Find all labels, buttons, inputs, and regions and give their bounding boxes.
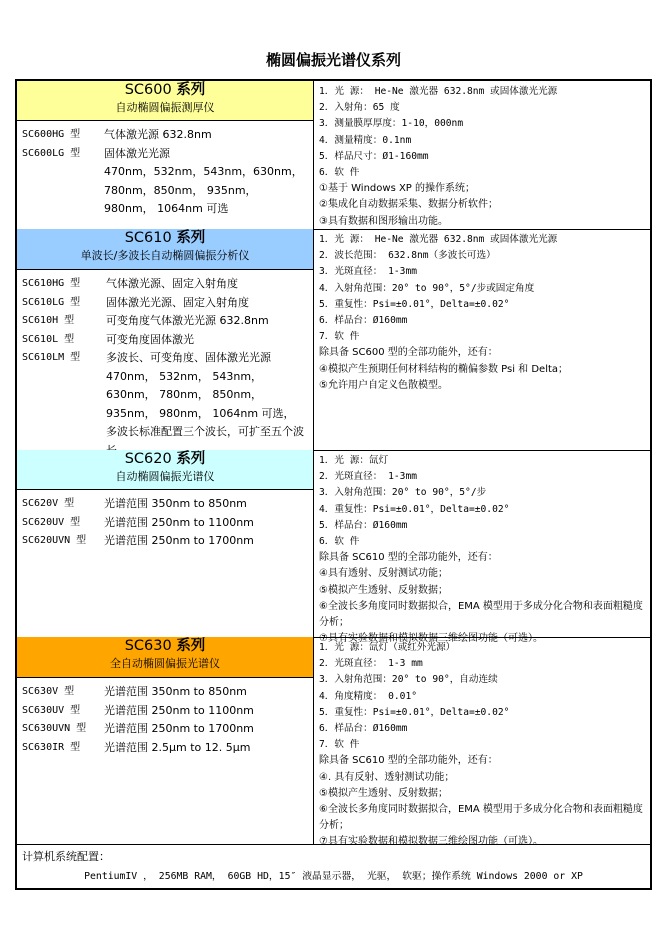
model-item xyxy=(22,349,313,368)
model-description: 光谱范围 250nm to 1700nm xyxy=(104,534,254,547)
model-description: 光谱范围 250nm to 1100nm xyxy=(104,515,254,529)
spec-list xyxy=(314,450,650,645)
series-header xyxy=(17,229,313,270)
model-item xyxy=(22,514,313,533)
spec-item: 3．光斑直径： 1-3mm xyxy=(319,266,417,278)
series-header xyxy=(17,637,313,678)
model-item xyxy=(22,495,313,514)
model-description: 固体激光光源 xyxy=(104,146,170,160)
spec-item: 1．光 源： He-Ne 激光器 632.8nm 或固体激光光源 xyxy=(319,234,558,245)
series-header xyxy=(17,81,313,121)
model-item xyxy=(22,720,313,739)
model-code: SC610LG 型 xyxy=(22,296,81,308)
model-code: SC610LM 型 xyxy=(22,352,81,363)
model-code: SC630V 型 xyxy=(22,686,75,697)
computer-config-heading: 计算机系统配置： xyxy=(22,850,110,863)
product-table xyxy=(15,79,652,890)
model-list xyxy=(17,121,313,219)
model-code: SC610HG 型 xyxy=(22,278,81,289)
spec-item: 4．角度精度： 0.01° xyxy=(319,690,417,702)
model-item xyxy=(22,126,313,145)
spec-item: ④模拟产生预期任何材料结构的椭偏参数 Psi 和 Delta； xyxy=(319,363,569,375)
series-code: SC600 xyxy=(124,82,172,98)
spec-item: 2．光斑直径： 1-3 mm xyxy=(319,658,423,670)
series-code: SC620 xyxy=(124,451,172,467)
spec-item: 2．波长范围： 632.8nm（多波长可选） xyxy=(319,250,496,262)
spec-item: ②集成化自动数据采集、数据分析软件； xyxy=(319,199,498,211)
spec-item: 4．测量精度：0.1nm xyxy=(319,134,412,146)
spec-item: ⑦具有实验数据和模拟数据三维绘图功能（可选）。 xyxy=(319,633,543,645)
spec-item: 除具备 SC610 型的全部功能外，还有： xyxy=(319,552,498,564)
series-code: SC610 xyxy=(124,230,172,246)
series-row-sc620 xyxy=(17,450,650,645)
model-code: SC620UVN 型 xyxy=(22,535,87,546)
series-subtitle: 自动椭圆偏振光谱仪 xyxy=(115,470,215,483)
spec-item: ⑤模拟产生透射、反射数据； xyxy=(319,787,448,799)
spec-item: ①基于 Windows XP 的操作系统； xyxy=(319,183,476,195)
series-row-sc600 xyxy=(17,81,650,230)
model-code: SC620V 型 xyxy=(22,498,75,509)
series-models-panel xyxy=(17,81,314,229)
series-models-panel xyxy=(17,637,314,844)
spec-item: 1．光 源：氙灯 xyxy=(319,455,389,466)
spec-item: 2．光斑直径： 1-3mm xyxy=(319,471,417,483)
series-code: SC630 xyxy=(124,638,172,654)
model-item xyxy=(22,532,313,551)
model-description: 气体激光源 632.8nm xyxy=(104,128,212,141)
series-header xyxy=(17,450,313,490)
model-item xyxy=(22,294,313,313)
spec-item: 4．重复性：Psi=±0.01°，Delta=±0.02° xyxy=(319,503,510,515)
spec-list xyxy=(314,637,650,848)
series-name xyxy=(17,450,313,469)
model-item xyxy=(22,331,313,350)
series-row-sc610 xyxy=(17,229,650,451)
model-description: 固体激光光源、固定入射角度 xyxy=(106,295,249,309)
spec-item: ④具有透射、反射测试功能； xyxy=(319,568,448,580)
model-description: 光谱范围 350nm to 850nm xyxy=(104,685,247,698)
page-title: 椭圆偏振光谱仪系列 xyxy=(265,51,401,69)
model-item xyxy=(22,312,313,331)
series-row-sc630 xyxy=(17,637,650,848)
spec-item: 6．软 件 xyxy=(319,536,360,548)
spec-item: 5．重复性：Psi=±0.01°，Delta=±0.02° xyxy=(319,298,510,310)
model-code: SC610L 型 xyxy=(22,333,75,345)
series-models-panel xyxy=(17,229,314,450)
model-description: 可变角度固体激光 xyxy=(106,332,194,346)
series-label: 系列 xyxy=(176,230,206,246)
model-code: SC630UV 型 xyxy=(22,704,81,716)
spec-item: 6．样品台：Ø160mm xyxy=(319,315,408,327)
spec-item: 5．重复性：Psi=±0.01°，Delta=±0.02° xyxy=(319,706,510,718)
model-item xyxy=(22,739,313,758)
model-list xyxy=(17,678,313,757)
series-models-panel xyxy=(17,450,314,637)
series-subtitle: 全自动椭圆偏振光谱仪 xyxy=(110,657,220,670)
spec-item: 1．光 源：氙灯（或红外光源） xyxy=(319,642,456,653)
spec-item: 1．光 源： He-Ne 激光器 632.8nm 或固体激光光源 xyxy=(319,86,558,97)
series-subtitle: 自动椭圆偏振测厚仪 xyxy=(115,101,215,114)
computer-config xyxy=(17,844,650,888)
spec-item: ③具有数据和图形输出功能。 xyxy=(319,215,448,227)
model-description: 可变角度气体激光光源 632.8nm xyxy=(106,314,269,327)
spec-item: ⑦具有实验数据和模拟数据三维绘图功能（可选）。 xyxy=(319,836,543,848)
spec-item: 3．入射角范围：20° to 90°，自动连续 xyxy=(319,674,498,686)
spec-item: 除具备 SC610 型的全部功能外，还有： xyxy=(319,755,498,767)
spec-list xyxy=(314,81,650,229)
model-description: 多波长、可变角度、固体激光光源 xyxy=(106,351,271,364)
model-description: 气体激光源、固定入射角度 xyxy=(106,277,238,290)
spec-item: ⑤模拟产生透射、反射数据； xyxy=(319,584,448,596)
model-code: SC610H 型 xyxy=(22,315,75,326)
model-code: SC630UVN 型 xyxy=(22,723,87,734)
model-description: 光谱范围 250nm to 1700nm xyxy=(104,722,254,735)
spec-item: 7．软 件 xyxy=(319,331,360,343)
series-subtitle: 单波长/多波长自动椭圆偏振分析仪 xyxy=(80,249,250,262)
series-label: 系列 xyxy=(176,451,206,467)
computer-config-line: PentiumIV ， 256MB RAM， 60GB HD，15″ 液晶显示器， 光驱， 软驱；操作系统 Windows 2000 or XP xyxy=(84,871,583,882)
model-item xyxy=(22,145,313,164)
series-name xyxy=(17,229,313,248)
model-wavelength-options: 470nm， 532nm， 543nm， 630nm， 780nm， 850nm， 935nm， 980nm， 1064nm 可选，多波长标准配置三个波长，可扩至五个波 xyxy=(106,369,304,438)
spec-item: 4．入射角范围：20° to 90°，5°/步或固定角度 xyxy=(319,282,535,294)
spec-list xyxy=(314,229,650,450)
spec-item: ⑥全波长多角度同时数据拟合，EMA 模型用于多成分化合物和表面粗糙度分析； xyxy=(319,600,643,629)
model-description: 光谱范围 2.5µm to 12. 5µm xyxy=(104,740,251,754)
model-wavelength-options: 470nm，532nm，543nm，630nm，780nm，850nm， 935nm， 980nm， 1064nm 可选 xyxy=(104,165,303,215)
model-list xyxy=(17,490,313,551)
model-code: SC630IR 型 xyxy=(22,741,81,753)
spec-item: ⑥全波长多角度同时数据拟合，EMA 模型用于多成分化合物和表面粗糙度分析； xyxy=(319,804,643,832)
spec-item: 5．样品尺寸：Ø1-160mm xyxy=(319,150,429,162)
spec-item: 6．样品台：Ø160mm xyxy=(319,723,408,735)
series-name xyxy=(17,81,313,100)
spec-item: ⑤允许用户自定义色散模型。 xyxy=(319,379,448,391)
spec-item: 6．软 件 xyxy=(319,167,360,179)
spec-item: 除具备 SC600 型的全部功能外，还有： xyxy=(319,347,498,359)
model-description: 光谱范围 250nm to 1100nm xyxy=(104,703,254,717)
model-item xyxy=(22,702,313,721)
series-label: 系列 xyxy=(176,82,206,98)
spec-item: 2．入射角：65 度 xyxy=(319,102,400,114)
model-list xyxy=(17,270,313,460)
spec-item: 3．入射角范围：20° to 90°，5°/步 xyxy=(319,487,487,499)
series-label: 系列 xyxy=(176,638,206,654)
series-name xyxy=(17,637,313,656)
model-code: SC620UV 型 xyxy=(22,516,81,528)
spec-item: 3．测量膜厚厚度：1-10，000nm xyxy=(319,118,464,130)
spec-item: 5．样品台：Ø160mm xyxy=(319,519,408,531)
model-item xyxy=(22,275,313,294)
model-code: SC600LG 型 xyxy=(22,147,81,159)
model-description: 光谱范围 350nm to 850nm xyxy=(104,497,247,510)
spec-item: ④. 具有反射、透射测试功能； xyxy=(319,771,455,783)
spec-item: 7．软 件 xyxy=(319,739,360,751)
model-code: SC600HG 型 xyxy=(22,129,81,140)
model-item xyxy=(22,683,313,702)
